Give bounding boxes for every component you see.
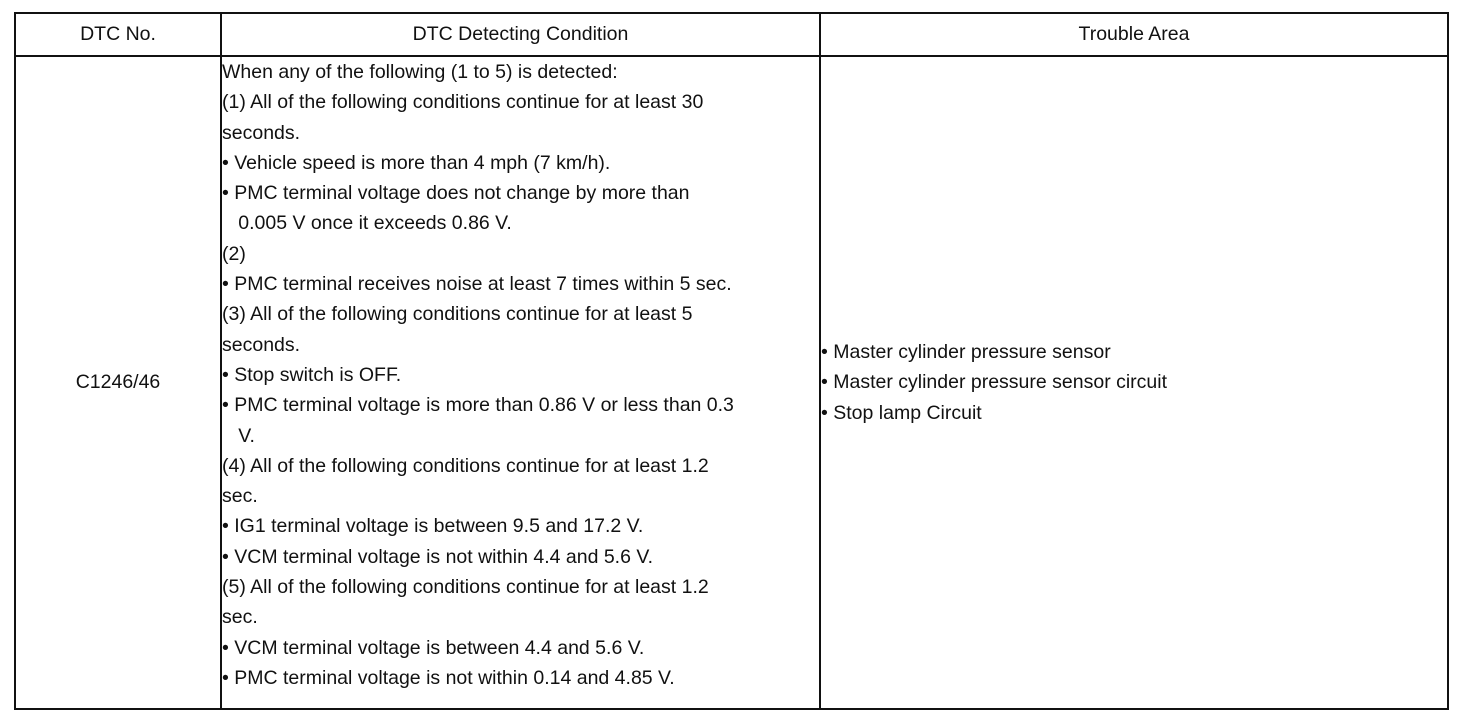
- condition-line: seconds.: [222, 333, 301, 356]
- condition-cell: [221, 56, 820, 709]
- condition-line: • PMC terminal voltage is more than 0.86 V or less than 0.3: [222, 394, 734, 417]
- condition-line: • PMC terminal voltage does not change by more than: [222, 182, 690, 205]
- dtc-code-cell: [15, 56, 221, 709]
- condition-line: (3) All of the following conditions continue for at least 5: [222, 303, 693, 326]
- trouble-area-item: • Master cylinder pressure sensor: [821, 341, 1111, 364]
- header-trouble-area: Trouble Area: [820, 13, 1448, 56]
- header-row: [15, 13, 1448, 56]
- condition-line: • Vehicle speed is more than 4 mph (7 km/h).: [222, 151, 611, 174]
- condition-line: • IG1 terminal voltage is between 9.5 and 17.2 V.: [222, 515, 644, 538]
- condition-line: • Stop switch is OFF.: [222, 363, 402, 386]
- condition-line: • PMC terminal voltage is not within 0.14 and 4.85 V.: [222, 666, 675, 689]
- condition-line: • PMC terminal receives noise at least 7 times within 5 sec.: [222, 273, 732, 296]
- condition-line: seconds.: [222, 121, 301, 144]
- condition-line: sec.: [222, 606, 258, 629]
- condition-line: • VCM terminal voltage is between 4.4 and 5.6 V.: [222, 636, 645, 659]
- condition-line: V.: [222, 424, 255, 447]
- condition-line: • VCM terminal voltage is not within 4.4 and 5.6 V.: [222, 545, 653, 568]
- condition-line: (2): [222, 242, 246, 265]
- trouble-area-item: • Master cylinder pressure sensor circuit: [821, 371, 1168, 394]
- trouble-area-cell: [820, 56, 1448, 709]
- condition-line: (1) All of the following conditions continue for at least 30: [222, 91, 704, 114]
- header-dtc-no: DTC No.: [15, 13, 221, 56]
- condition-line: 0.005 V once it exceeds 0.86 V.: [222, 212, 512, 235]
- header-condition: DTC Detecting Condition: [221, 13, 820, 56]
- condition-line: sec.: [222, 485, 258, 508]
- dtc-table: [14, 12, 1449, 710]
- condition-line: (5) All of the following conditions continue for at least 1.2: [222, 576, 709, 599]
- condition-line: When any of the following (1 to 5) is detected:: [222, 61, 618, 83]
- condition-line: (4) All of the following conditions continue for at least 1.2: [222, 454, 709, 477]
- trouble-area-item: • Stop lamp Circuit: [821, 401, 982, 424]
- table-row: [15, 56, 1448, 709]
- dtc-code: C1246/46: [75, 371, 161, 393]
